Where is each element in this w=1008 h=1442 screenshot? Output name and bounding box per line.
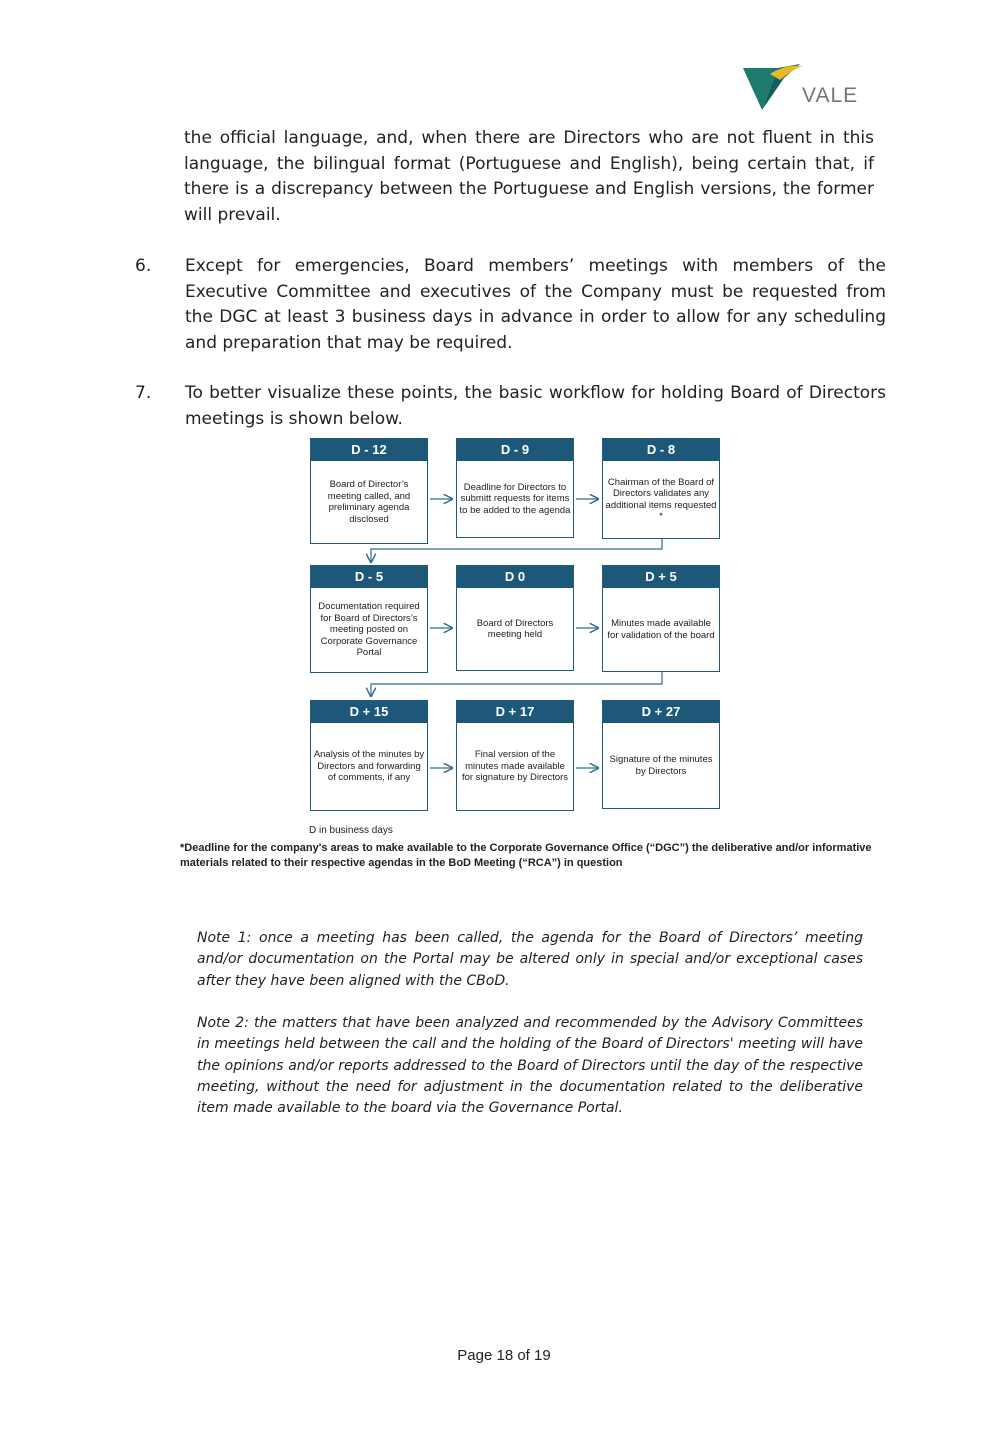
step-text: Analysis of the minutes by Directors and forwarding of comments, if any — [313, 749, 425, 784]
workflow-step-d+27 — [602, 700, 720, 809]
step-day: D + 17 — [457, 701, 573, 723]
workflow-footnote: D in business days — [309, 825, 393, 836]
step-day: D - 5 — [311, 566, 427, 588]
vale-logo-text: VALE — [802, 84, 859, 107]
workflow-step-d0 — [456, 565, 574, 671]
workflow-step-d+15 — [310, 700, 428, 811]
workflow-step-d-12 — [310, 438, 428, 544]
note-2: Note 2: the matters that have been analyzed and recommended by the Advisory Committees in meetings held between the call and the holding of the Board of Directors' meeting will have the opinions and/or reports addressed to the Board of Directors until the day of the respective meeting, without the need for adjustment in the documentation related to the deliberative item made available to the board via the Governance Portal. — [197, 1015, 863, 1117]
step-day: D - 9 — [457, 439, 573, 461]
step-text: Documentation required for Board of Directors’s meeting posted on Corporate Governance Portal — [318, 601, 420, 659]
workflow-step-d-8 — [602, 438, 720, 539]
list-item-number: 6. — [135, 256, 152, 276]
continuation-paragraph: the official language, and, when there are Directors who are not fluent in this language, the bilingual format (Portuguese and English), being certain that, if there is a discrepancy between the Portuguese and English versions, the former will prevail. — [184, 128, 874, 225]
step-text: Board of Directors meeting held — [476, 617, 554, 640]
list-item-text: To better visualize these points, the basic workflow for holding Board of Directors meetings is shown below. — [185, 383, 886, 429]
workflow-step-d-5 — [310, 565, 428, 673]
list-item-6 — [135, 254, 886, 356]
step-text: Final version of the minutes made available for signature by Directors — [461, 749, 569, 784]
step-day: D 0 — [457, 566, 573, 588]
step-text: Minutes made available for validation of the board — [607, 618, 715, 641]
step-day: D - 12 — [311, 439, 427, 461]
workflow-step-d+17 — [456, 700, 574, 811]
step-day: D - 8 — [603, 439, 719, 461]
workflow-step-d-9 — [456, 438, 574, 538]
list-item-number: 7. — [135, 383, 152, 403]
list-item-text: Except for emergencies, Board members’ meetings with members of the Executive Committee and executives of the Company must be requested from the DGC at least 3 business days in advance in order to allow for any scheduling and preparation that may be required. — [185, 256, 886, 353]
step-day: D + 5 — [603, 566, 719, 588]
step-text: Chairman of the Board of Directors validates any additional items requested * — [605, 476, 717, 522]
deadline-note: *Deadline for the company's areas to make available to the Corporate Governance Office (“DGC”) the deliberative and/or informative materials related to their respective agendas in the BoD Meeting (“RCA”) in question — [180, 842, 872, 869]
step-day: D + 15 — [311, 701, 427, 723]
workflow-diagram — [308, 438, 724, 813]
step-text: Deadline for Directors to submitt requests for items to be added to the agenda — [459, 481, 571, 516]
step-text: Board of Director’s meeting called, and preliminary agenda disclosed — [327, 479, 411, 525]
note-1: Note 1: once a meeting has been called, the agenda for the Board of Directors’ meeting and/or documentation on the Portal may be altered only in special and/or exceptional cases after they have been aligned with the CBoD. — [197, 930, 863, 989]
workflow-step-d+5 — [602, 565, 720, 672]
vale-logo-icon — [740, 62, 810, 114]
page-number: Page 18 of 19 — [457, 1347, 551, 1364]
step-day: D + 27 — [603, 701, 719, 723]
step-text: Signature of the minutes by Directors — [609, 754, 713, 777]
list-item-7 — [135, 381, 886, 432]
